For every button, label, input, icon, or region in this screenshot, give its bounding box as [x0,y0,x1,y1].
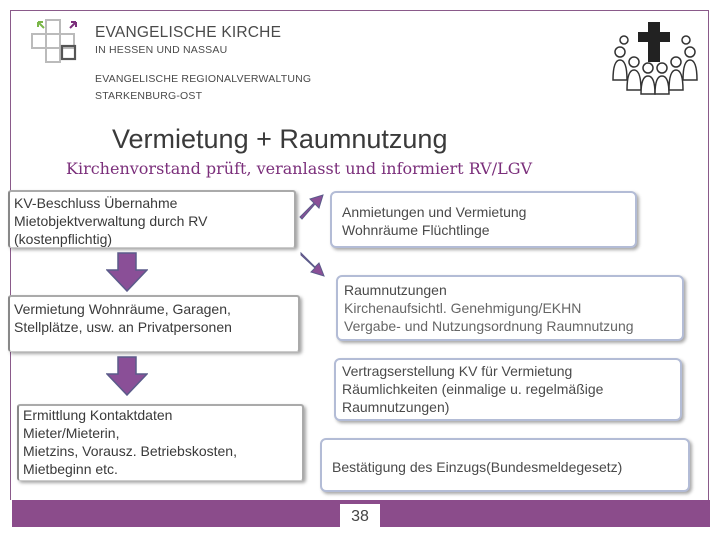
frame-left-line [10,10,11,500]
info-text-line: Vertragserstellung KV für Vermietung [342,363,573,379]
info-text-line: Vergabe- und Nutzungsordnung Raumnutzung [344,318,634,334]
page-number: 38 [340,504,380,532]
info-box-vertragserstellung [334,358,682,421]
frame-right-line [708,10,709,500]
info-text-line: Anmietungen und Vermietung [342,204,527,220]
info-text-line: Raumnutzungen [344,282,447,298]
info-text-line: Raumnutzungen) [342,399,450,415]
step-text-line: Stellplätze, usw. an Privatpersonen [14,319,232,335]
step-text-line: Vermietung Wohnräume, Garagen, [14,301,231,317]
slide-title: Vermietung + Raumnutzung [112,124,448,154]
step-text-line: Mietobjektverwaltung durch RV [14,213,208,229]
info-text-line: Räumlichkeiten (einmalige u. regelmäßige [342,381,604,397]
info-text-line: Kirchenaufsichtl. Genehmigung/EKHN [344,300,582,316]
step-text-line: (kostenpflichtig) [14,231,113,247]
step-text-line: Mietbeginn etc. [23,461,118,477]
community-cross-icon [610,18,702,96]
ekhn-cross-logo-icon [28,18,86,68]
info-text-line: Bestätigung des Einzugs(Bundesmeldegesetz) [332,459,623,475]
info-box-raumnutzungen [336,275,684,341]
step-box-ermittlung [17,404,304,481]
org-name-line2: IN HESSEN UND NASSAU [95,44,228,56]
org-name-line4: STARKENBURG-OST [95,90,203,102]
info-box-anmietungen [330,191,637,248]
diagonal-arrow-up-icon [296,191,326,221]
info-box-bestaetigung [320,438,690,492]
step-text-line: Mieter/Mieterin, [23,425,120,441]
step-text-line: Ermittlung Kontaktdaten [23,407,173,423]
step-box-kv-beschluss [8,190,296,248]
org-name-line3: EVANGELISCHE REGIONALVERWALTUNG [95,73,312,85]
slide-subtitle: Kirchenvorstand prüft, veranlasst und informiert RV/LGV [66,159,533,178]
down-arrow-icon [106,356,148,396]
step-text-line: Mietzins, Vorausz. Betriebskosten, [23,443,237,459]
step-text-line: KV-Beschluss Übernahme [14,195,178,211]
down-arrow-icon [106,252,148,292]
diagonal-arrow-down-icon [298,249,328,279]
step-box-vermietung [8,295,300,352]
frame-top-line [10,10,709,11]
info-text-line: Wohnräume Flüchtlinge [342,222,490,238]
org-name-line1: EVANGELISCHE KIRCHE [95,24,282,41]
